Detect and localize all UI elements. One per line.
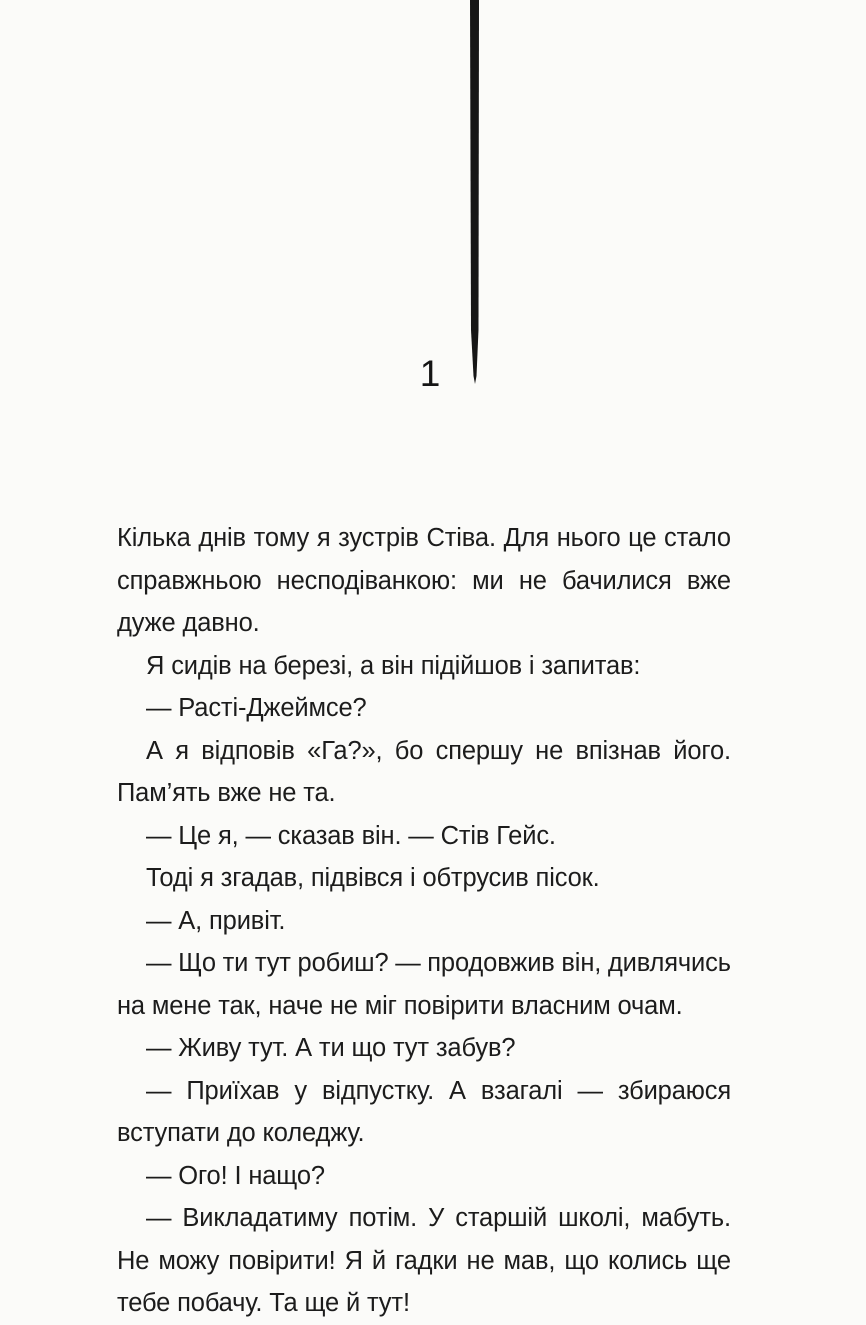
text-line: тебе побачу. Та ще й тут! bbox=[117, 1289, 410, 1317]
chapter-text bbox=[117, 517, 731, 1325]
text-line: — Що ти тут робиш? — продовжив він, дивлячись bbox=[146, 949, 731, 977]
chapter-number: 1 bbox=[419, 353, 441, 394]
text-line: Я сидів на березі, а він підійшов і запитав: bbox=[146, 651, 641, 680]
paragraph bbox=[117, 857, 731, 900]
text-line: А я відповів «Га?», бо спершу не впізнав його. bbox=[146, 736, 731, 765]
paragraph bbox=[117, 645, 731, 688]
text-line: Не можу повірити! Я й гадки не мав, що колись ще bbox=[117, 1246, 731, 1275]
text-line: дуже давно. bbox=[117, 609, 260, 637]
text-line: — Викладатиму потім. У старшій школі, мабуть. bbox=[146, 1204, 731, 1232]
text-line: — А, привіт. bbox=[146, 906, 286, 935]
paragraph bbox=[117, 517, 731, 645]
paragraph bbox=[117, 1027, 731, 1070]
paragraph bbox=[117, 1197, 731, 1325]
text-line: на мене так, наче не міг повірити власним очам. bbox=[117, 991, 683, 1020]
paragraph bbox=[117, 815, 731, 858]
paragraph bbox=[117, 1070, 731, 1155]
text-line: — Приїхав у відпустку. А взагалі — збираюся bbox=[146, 1076, 731, 1105]
text-line: вступати до коледжу. bbox=[117, 1119, 365, 1147]
text-line: — Живу тут. А ти що тут забув? bbox=[146, 1034, 516, 1062]
text-line: Тоді я згадав, підвівся і обтрусив пісок. bbox=[146, 864, 600, 892]
paragraph bbox=[117, 1155, 731, 1198]
paragraph bbox=[117, 687, 731, 730]
text-line: — Расті-Джеймсе? bbox=[146, 694, 367, 722]
chapter-decorative-rule bbox=[468, 0, 482, 385]
paragraph bbox=[117, 730, 731, 815]
text-line: — Це я, — сказав він. — Стів Гейс. bbox=[146, 821, 556, 850]
text-line: — Ого! І нащо? bbox=[146, 1161, 325, 1190]
text-line: Кілька днів тому я зустрів Стіва. Для нього це стало bbox=[117, 524, 731, 552]
paragraph bbox=[117, 942, 731, 1027]
text-line: Пам’ять вже не та. bbox=[117, 779, 336, 807]
text-line: справжньою несподіванкою: ми не бачилися вже bbox=[117, 566, 731, 595]
paragraph bbox=[117, 900, 731, 943]
